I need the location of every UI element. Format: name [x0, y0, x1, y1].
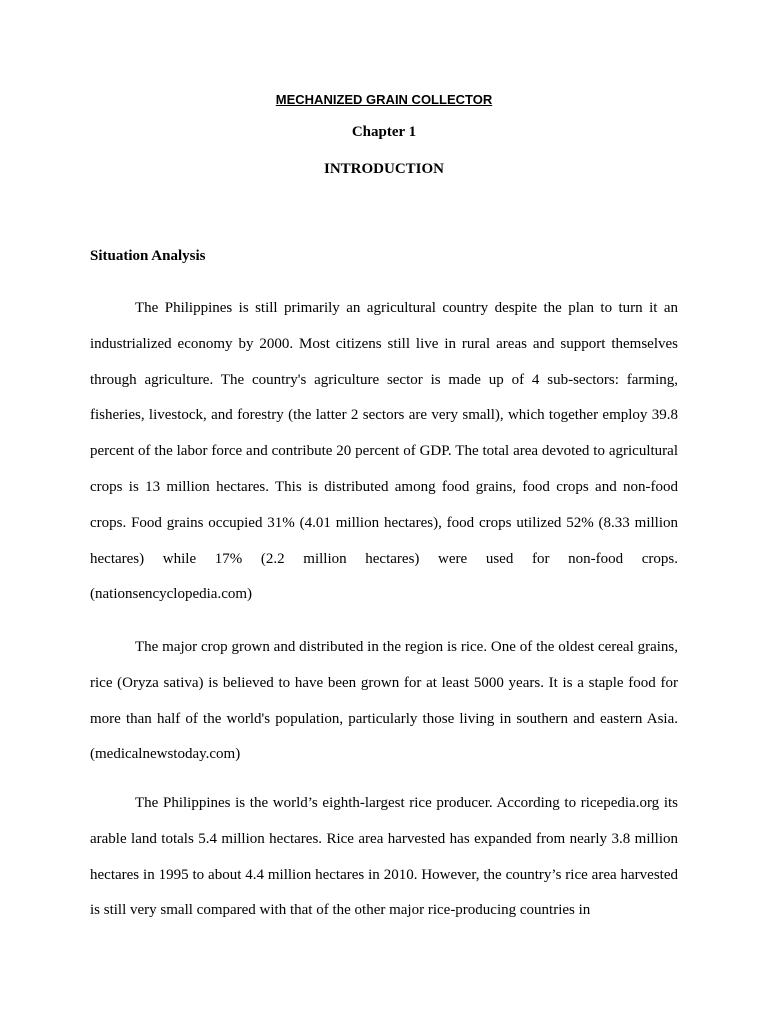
paragraph-3: The Philippines is the world’s eighth-largest rice producer. According to ricepedia.org its arable land totals 5.4 million hectares. Rice area harvested has expanded from nearly 3.8 million hectares in 1995 to about 4.4 million hectares in 2010. However, the country’s rice area harvested is still very small compared with that of the other major rice-producing countries in [90, 795, 678, 919]
paragraph-2: The major crop grown and distributed in the region is rice. One of the oldest cereal grains, rice (Oryza sativa) is believed to have been grown for at least 5000 years. It is a staple food for more than half of the world's population, particularly those living in southern and eastern Asia. (medicalnewstoday.com) [90, 639, 678, 763]
section-heading: Situation Analysis [90, 248, 206, 264]
paragraph-1: The Philippines is still primarily an agricultural country despite the plan to turn it an industrialized economy by 2000. Most citizens still live in rural areas and support themselves through agriculture. The country's agriculture sector is made up of 4 sub-sectors: farming, fisheries, livestock, and forestry (the latter 2 sectors are very small), which together employ 39.8 percent of the labor force and contribute 20 percent of GDP. The total area devoted to agricultural crops is 13 million hectares. This is distributed among food grains, food crops and non-food crops. Food grains occupied 31% (4.01 million hectares), food crops utilized 52% (8.33 million hectares) while 17% (2.2 million hectares) were used for non-food crops. (nationsencyclopedia.com) [90, 300, 678, 603]
chapter-number: Chapter 1 [351, 124, 417, 140]
document-title: MECHANIZED GRAIN COLLECTOR [275, 92, 493, 107]
chapter-title: INTRODUCTION [323, 161, 444, 177]
